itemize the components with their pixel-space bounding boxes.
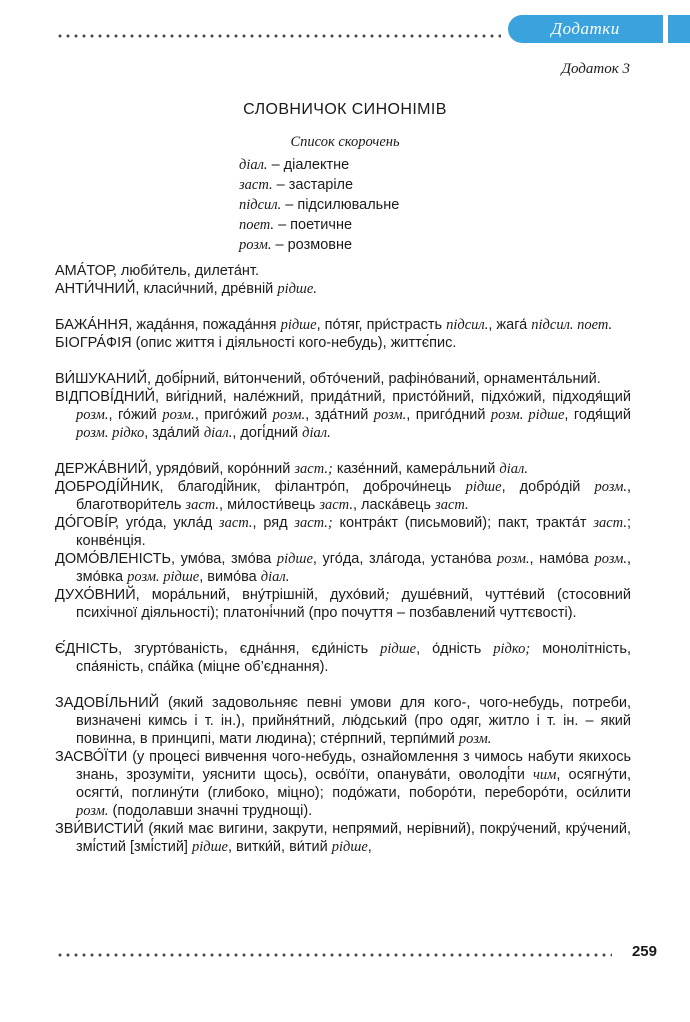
dictionary-entry: БІОГРА́ФІЯ (опис життя і діяльності кого-небудь), життє́пис. xyxy=(55,335,457,351)
dictionary-entry: ДОМО́ВЛЕНІСТЬ, умо́ва, змо́ва рідше, уго́да, зла́года, устано́ва розм., намо́ва розм., змо́вка розм. рідше, вимо́ва діал. xyxy=(55,551,631,585)
dictionary-entry: ЗАДОВІ́ЛЬНИЙ (який задовольняє певні умови для кого-, чого-небудь, потреби, визначені кимсь і т. ін.), прийня́тний, лю́дський (про одяг, житло і т. ін. – який повинна, в принципі, мати людина); сте́рпний, терпи́мий розм. xyxy=(55,695,631,747)
group-spacer xyxy=(55,442,631,460)
abbreviation-meaning: – діалектне xyxy=(271,157,350,173)
abbreviation-row xyxy=(239,235,399,255)
dictionary-entry: Є́ДНІСТЬ, згурто́ваність, єдна́ння, єди́ність рідше, о́дність рідко; монолітність, спа́яність, спа́йка (міцне об’єднання). xyxy=(55,641,632,675)
section-tab-edge xyxy=(668,15,690,43)
synonym-entries xyxy=(55,262,631,856)
dictionary-entry: АМА́ТОР, люби́тель, дилета́нт. xyxy=(55,263,259,279)
dictionary-entry: ДОБРОДІ́ЙНИК, благоді́йник, філантро́п, доброчи́нець рідше, добро́дій розм., благотвори́тель заст., ми́лости́вець заст., ласка́вець заст. xyxy=(55,479,631,513)
abbreviations-list xyxy=(239,155,399,255)
abbreviation: розм. xyxy=(239,237,272,253)
abbreviation-meaning: – застаріле xyxy=(276,177,354,193)
group-spacer xyxy=(55,352,631,370)
abbreviation-meaning: – підсилювальне xyxy=(285,197,400,213)
appendix-label: Додаток 3 xyxy=(561,61,630,77)
abbreviation: діал. xyxy=(239,157,268,173)
bottom-dotted-rule xyxy=(56,952,612,958)
abbreviation: підсил. xyxy=(239,197,282,213)
abbreviation-meaning: – розмовне xyxy=(275,237,353,253)
abbreviations-title: Список скорочень xyxy=(290,134,400,150)
abbreviation: заст. xyxy=(239,177,273,193)
group-spacer xyxy=(55,622,631,640)
dictionary-entry: ДУХО́ВНИЙ, мора́льний, вну́трішній, духо́вий; душе́вний, чутте́вий (стосовний психічної діяльності); платоні́чний (про почуття – позбавлений чуттєвості). xyxy=(55,587,631,621)
dictionary-entry: ДО́ГОВІ́Р, уго́да, укла́д заст., ряд заст.; контра́кт (письмовий); пакт, тракта́т заст.; конве́нція. xyxy=(55,515,631,549)
abbreviation-meaning: – поетичне xyxy=(278,217,353,233)
group-spacer xyxy=(55,298,631,316)
page-number: 259 xyxy=(631,943,657,960)
abbreviation-row xyxy=(239,155,399,175)
abbreviation: поет. xyxy=(239,217,275,233)
abbreviation-row xyxy=(239,195,399,215)
abbreviation-row xyxy=(239,175,399,195)
dictionary-entry: ВІДПОВІ́ДНИЙ, ви́гідний, нале́жний, прида́тний, присто́йний, підхо́жий, підходя́щий розм., го́жий розм., приго́жий розм., зда́тний розм., приго́дний розм. рідше, годя́щий розм. рідко, зда́лий діал., догі́дний діал. xyxy=(55,389,632,441)
top-dotted-rule xyxy=(56,33,501,39)
page-title: СЛОВНИЧОК СИНОНІМІВ xyxy=(243,101,447,118)
dictionary-entry: ВИ́ШУКАНИЙ, добі́рний, ви́тончений, обто́чений, рафіно́ваний, орнамента́льний. xyxy=(55,371,601,387)
group-spacer xyxy=(55,676,631,694)
dictionary-entry: ДЕРЖА́ВНИЙ, урядо́вий, коро́нний заст.; казе́нний, камера́льний діал. xyxy=(55,461,528,477)
dictionary-entry: ЗВИ́ВИСТИЙ (який має вигини, закрути, непрямий, нерівний), покру́чений, кру́чений, змі́стий [змі́стий] рідше, витки́й, ви́тий рідше, xyxy=(55,821,631,855)
dictionary-entry: АНТИ́ЧНИЙ, класи́чний, дре́вній рідше. xyxy=(55,281,317,297)
section-tab: Додатки xyxy=(508,15,663,43)
abbreviation-row xyxy=(239,215,399,235)
dictionary-entry: ЗАСВО́ЇТИ (у процесі вивчення чого-небудь, ознайомлення з чимось набути якихось знань, зрозуміти, уяснити щось), осво́їти, опанува́ти, оволоді́ти чим, осягну́ти, осягти́, поглину́ти (глибоко, міцно); подо́жати, поборо́ти, переборо́ти, оси́лити розм. (подолавши значні труднощі). xyxy=(55,749,631,819)
dictionary-entry: БАЖА́ННЯ, жада́ння, пожада́ння рідше, по́тяг, при́страсть підсил., жага́ підсил. поет. xyxy=(55,317,613,333)
